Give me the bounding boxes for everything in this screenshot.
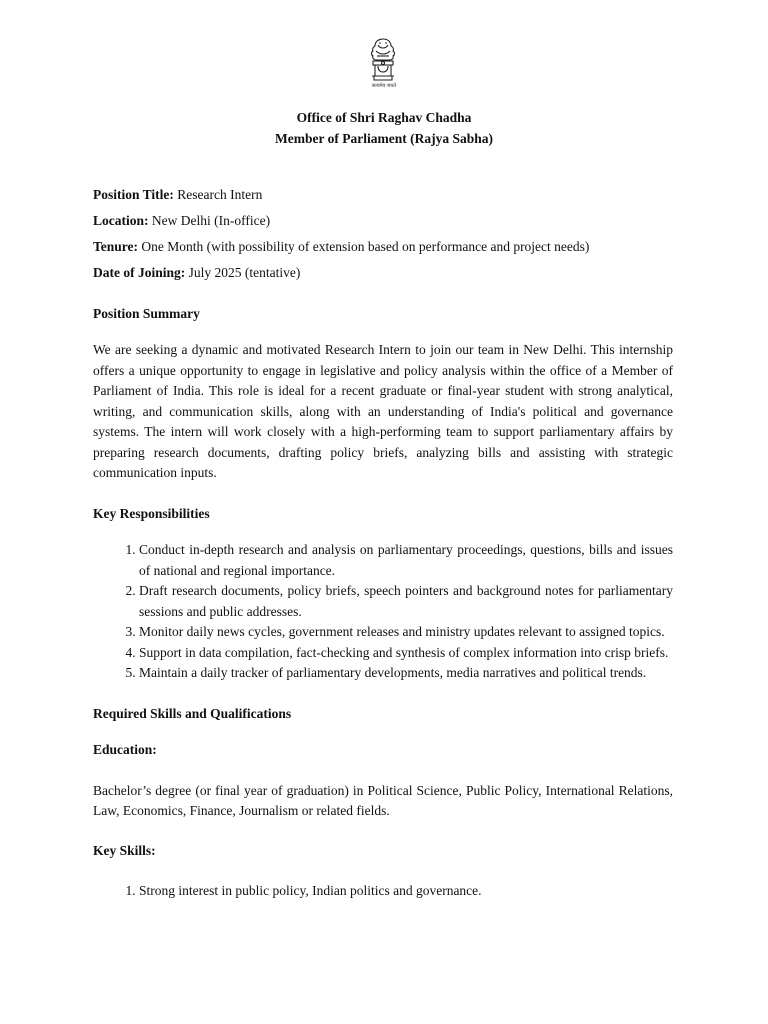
responsibilities-list bbox=[93, 540, 673, 684]
field-label: Position Title: bbox=[93, 187, 174, 202]
qualifications-heading: Required Skills and Qualifications bbox=[93, 705, 292, 721]
education-heading: Education: bbox=[93, 742, 157, 757]
field-value: July 2025 (tentative) bbox=[185, 265, 301, 280]
skills-list bbox=[93, 881, 673, 902]
list-item: 4. Support in data compilation, fact-checking and synthesis of complex information into crisp briefs. bbox=[139, 643, 673, 664]
list-item: 1. Strong interest in public policy, Indian politics and governance. bbox=[139, 881, 673, 902]
field-date-of-joining bbox=[93, 263, 673, 284]
field-label: Tenure: bbox=[93, 239, 139, 254]
list-item: 1. Conduct in-depth research and analysis on parliamentary proceedings, questions, bills and issues of national and regional importance. bbox=[139, 540, 673, 581]
office-title: Office of Shri Raghav Chadha bbox=[296, 110, 472, 125]
list-item: 3. Monitor daily news cycles, government releases and ministry updates relevant to assigned topics. bbox=[139, 622, 673, 643]
member-title: Member of Parliament (Rajya Sabha) bbox=[275, 131, 493, 146]
position-summary-text: We are seeking a dynamic and motivated Research Intern to join our team in New Delhi. This internship offers a unique opportunity to engage in legislative and policy analysis within the office of a Member of Parliament of India. This role is ideal for a recent graduate or final-year student with strong analytical, writing, and communication skills, along with an understanding of India's political and governance systems. The intern will work closely with a high-performing team to support parliamentary affairs by preparing research documents, drafting policy briefs, analyzing bills and assisting with strategic communication inputs. bbox=[93, 342, 673, 480]
position-summary-heading: Position Summary bbox=[93, 305, 200, 321]
field-value: New Delhi (In-office) bbox=[148, 213, 271, 228]
document-body bbox=[93, 185, 673, 902]
field-label: Date of Joining: bbox=[93, 265, 186, 280]
field-label: Location: bbox=[93, 213, 149, 228]
state-emblem-icon bbox=[366, 36, 400, 90]
list-item: 5. Maintain a daily tracker of parliamentary developments, media narratives and political trends. bbox=[139, 663, 673, 684]
field-value: One Month (with possibility of extension based on performance and project needs) bbox=[138, 239, 590, 254]
education-text: Bachelor’s degree (or final year of graduation) in Political Science, Public Policy, International Relations, Law, Economics, Finance, Journalism or related fields. bbox=[93, 782, 673, 818]
list-item: 2. Draft research documents, policy briefs, speech pointers and background notes for parliamentary sessions and public addresses. bbox=[139, 581, 673, 622]
field-position-title bbox=[93, 185, 673, 206]
office-header bbox=[0, 107, 768, 149]
field-tenure bbox=[93, 237, 673, 258]
field-location bbox=[93, 211, 673, 232]
key-skills-heading: Key Skills: bbox=[93, 842, 156, 858]
emblem-motto: सत्यमेव जयते bbox=[371, 84, 397, 89]
field-value: Research Intern bbox=[173, 187, 263, 202]
key-responsibilities-heading: Key Responsibilities bbox=[93, 505, 210, 521]
